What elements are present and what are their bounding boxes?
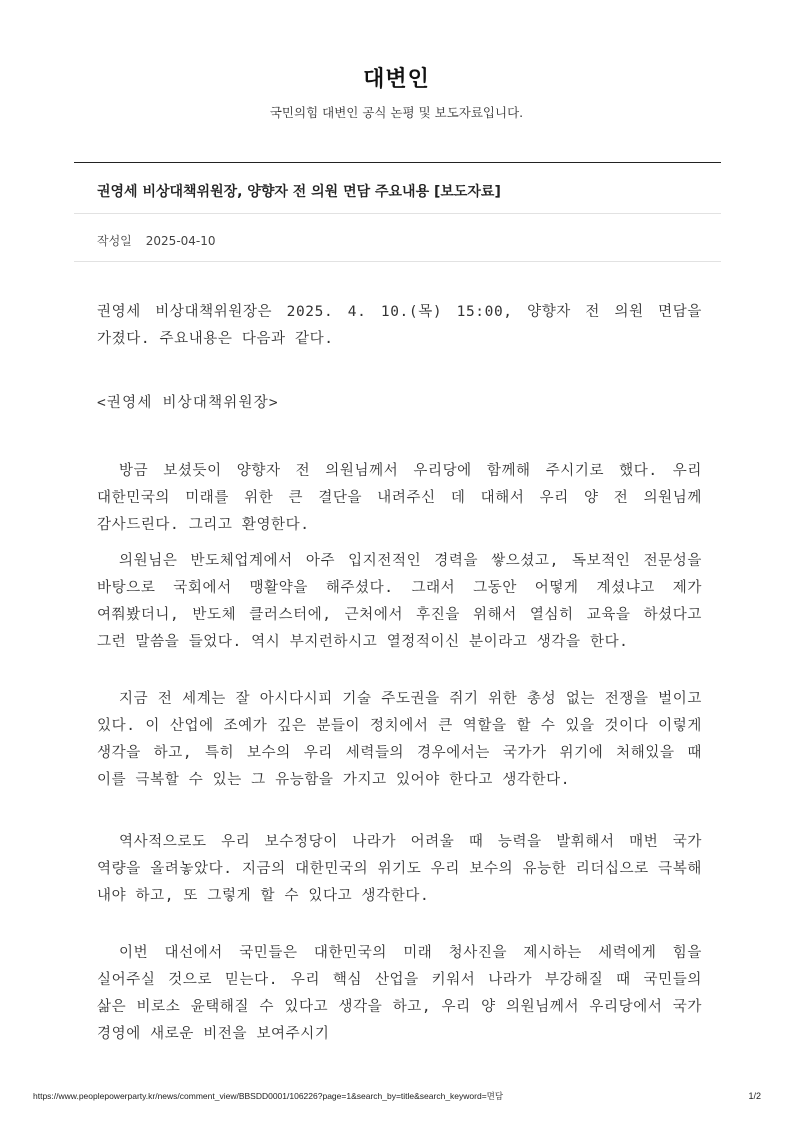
date-label: 작성일 bbox=[97, 234, 132, 248]
meta-divider bbox=[74, 261, 721, 262]
post-date: 2025-04-10 bbox=[145, 234, 216, 248]
page-title: 대변인 bbox=[363, 67, 430, 92]
footer-url: https://www.peoplepowerparty.kr/news/comment_view/BBSDD0001/106226?page=1&search_by=title&search_keyword=면담 bbox=[33, 1091, 504, 1101]
body-paragraph: 의원님은 반도체업계에서 아주 입지전적인 경력을 쌓으셨고, 독보적인 전문성을 바탕으로 국회에서 맹활약을 해주셨다. 그래서 그동안 어떻게 계셨냐고 제가 여쭤봤더니, 반도체 클러스터에, 근처에서 후진을 위해서 열심히 교육을 하셨다고 그런 말씀을 들었다. 역시 부지런하시고 열정적이신 분이라고 생각을 한다. bbox=[97, 553, 702, 650]
body-paragraph: 이번 대선에서 국민들은 대한민국의 미래 청사진을 제시하는 세력에게 힘을 실어주실 것으로 믿는다. 우리 핵심 산업을 키워서 나라가 부강해질 때 국민들의 삶은 비로소 윤택해질 수 있다고 생각을 하고, 우리 양 의원님께서 우리당에서 국가 경영에 새로운 비전을 보여주시기 bbox=[97, 945, 702, 1042]
body-paragraph: 방금 보셨듯이 양향자 전 의원님께서 우리당에 함께해 주시기로 했다. 우리 대한민국의 미래를 위한 큰 결단을 내려주신 데 대해서 우리 양 전 의원님께 감사드린다. 그리고 환영한다. bbox=[97, 463, 702, 533]
title-divider bbox=[74, 213, 721, 214]
page-subtitle: 국민의힘 대변인 공식 논평 및 보도자료입니다. bbox=[269, 105, 524, 120]
page-number: 1/2 bbox=[748, 1091, 761, 1101]
intro-paragraph: 권영세 비상대책위원장은 2025. 4. 10.(목) 15:00, 양향자 전 의원 면담을 가졌다. 주요내용은 다음과 같다. bbox=[97, 304, 702, 347]
post-title: 권영세 비상대책위원장, 양향자 전 의원 면담 주요내용 [보도자료] bbox=[97, 184, 501, 200]
body-paragraph: 지금 전 세계는 잘 아시다시피 기술 주도권을 쥐기 위한 총성 없는 전쟁을 벌이고 있다. 이 산업에 조예가 깊은 분들이 정치에서 큰 역할을 할 수 있을 것이다 이렇게 생각을 하고, 특히 보수의 우리 세력들의 경우에서는 국가가 위기에 처해있을 때 이를 극복할 수 있는 그 유능함을 가지고 있어야 한다고 생각한다. bbox=[97, 691, 702, 788]
body-paragraph: 역사적으로도 우리 보수정당이 나라가 어려울 때 능력을 발휘해서 매번 국가 역량을 올려놓았다. 지금의 대한민국의 위기도 우리 보수의 유능한 리더십으로 극복해 내야 하고, 또 그렇게 할 수 있다고 생각한다. bbox=[97, 834, 702, 904]
header-divider bbox=[74, 162, 721, 163]
post-meta bbox=[97, 232, 216, 249]
speaker-heading: <권영세 비상대책위원장> bbox=[97, 395, 279, 411]
